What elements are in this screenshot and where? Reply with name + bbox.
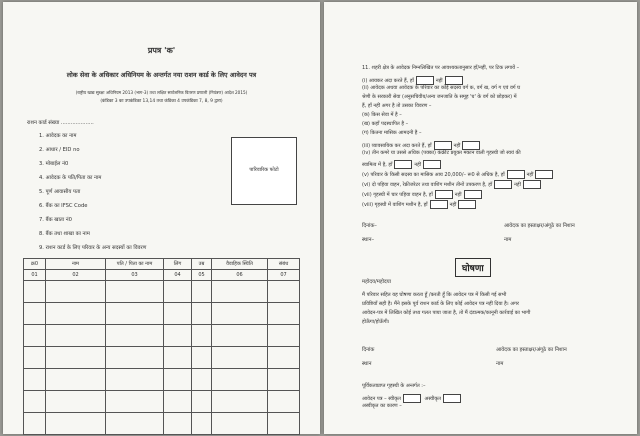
declaration-title: घोषणा bbox=[455, 258, 491, 277]
q11-washing-machine: (viii) गृहस्थी में वाशिंग मशीन है, हाँ नहीं bbox=[362, 200, 478, 209]
q11-pucca-house-1: (iv) तीन कमरे या उससे अधिक (पक्का) कंक्रीट प्रयुक्त मकान वाली गृहस्थी जो स्वयं की bbox=[362, 150, 521, 156]
q11-govt-service-1: (ii) आवेदक अथवा आवेदक के परिवार का कोई सदस्य वर्ग क, वर्ग ख, वर्ग ग एवं वर्ग घ bbox=[362, 85, 521, 91]
field-applicant-name: 1. आवेदक का नाम bbox=[39, 133, 77, 139]
table-row bbox=[24, 325, 300, 347]
signature-label-2: आवेदक का हस्ताक्षर/अंगूठे का निशान bbox=[496, 347, 567, 353]
q11-appliances: (vi) दो पहिया वाहन, रेफ्रीजरेटर तथा वाशिंग मशीन तीनों उपकरण है, हाँ नहीं bbox=[362, 180, 543, 189]
no-checkbox[interactable] bbox=[445, 76, 463, 85]
table-body bbox=[24, 281, 300, 435]
q11-monthly-income: (ग) कितना मासिक आमदनी है – bbox=[362, 130, 422, 136]
photo-label: पारिवारिक फोटो bbox=[249, 167, 279, 173]
q11-posting: (ख) कहाँ पदस्थापित है – bbox=[362, 121, 409, 127]
signature-label-1: आवेदक का हस्ताक्षर/अंगूठे का निशान bbox=[504, 223, 575, 229]
q11-govt-service-3: हैं, हाँ नहीं अगर है तो उसका विवरण – bbox=[362, 103, 432, 109]
no-checkbox[interactable] bbox=[535, 170, 553, 179]
table-row bbox=[24, 281, 300, 303]
col-header: संबंध bbox=[268, 259, 300, 270]
field-address: 5. पूर्ण आवासीय पता bbox=[39, 189, 81, 195]
place-label-2: स्थान bbox=[362, 361, 372, 367]
field-ifsc: 6. बैंक का IFSC Code bbox=[39, 203, 88, 209]
no-checkbox[interactable] bbox=[423, 160, 441, 169]
no-checkbox[interactable] bbox=[458, 200, 476, 209]
yes-checkbox[interactable] bbox=[494, 180, 512, 189]
col-header: नाम bbox=[46, 259, 106, 270]
col-code: 07 bbox=[268, 270, 300, 281]
no-checkbox[interactable] bbox=[462, 141, 480, 150]
col-header: पति / पिता का नाम bbox=[106, 259, 164, 270]
priority-household-label: पूर्विकताप्राप्त गृहस्थी के अन्तर्गत :– bbox=[362, 383, 426, 389]
col-header: वैवाहिक स्थिति bbox=[212, 259, 268, 270]
form-subtitle-1: (राष्ट्रीय खाद्य सुरक्षा अधिनियम 2013 (भाग-3) तथा लक्षित सार्वजनिक वितरण प्रणाली (नियंत्रण) आदेश 2015) bbox=[75, 90, 248, 95]
form-page-left bbox=[3, 2, 320, 434]
q11-service-type: (क) किस सेवा में है – bbox=[362, 112, 402, 118]
no-checkbox[interactable] bbox=[523, 180, 541, 189]
table-row bbox=[24, 303, 300, 325]
declaration-line-3: आवेदन-पत्र में लिखित कोई तथ्य गलत पाया जाता है, तो मैं दंडात्मक/कानूनी कार्रवाई का भागी bbox=[362, 310, 531, 316]
declaration-line-1: मैं परिवार सहित यह घोषणा करता हूँ /करती हूँ कि आवेदन पत्र में किसी गई सभी bbox=[362, 292, 507, 298]
form-page-right bbox=[324, 2, 637, 434]
table-row bbox=[24, 369, 300, 391]
form-heading: प्रपत्र 'क' bbox=[147, 46, 176, 55]
table-row bbox=[24, 413, 300, 435]
field-bank-branch: 8. बैंक तथा शाखा का नाम bbox=[39, 231, 90, 237]
q11-income-tax: (i) आयकर अदा करते हैं, हाँ नहीं bbox=[362, 76, 465, 85]
date-label-2: दिनांक bbox=[362, 347, 375, 353]
approved-checkbox[interactable] bbox=[403, 394, 421, 403]
col-code: 05 bbox=[192, 270, 212, 281]
field-mobile: 3. मोबाईल नं0 bbox=[39, 161, 69, 167]
family-members-table bbox=[23, 258, 300, 435]
table-row bbox=[24, 347, 300, 369]
place-label-1: स्थान– bbox=[362, 237, 375, 243]
field-family-members: 9. राशन कार्ड के लिए परिवार के अन्य सदस्यों का विवरण bbox=[39, 245, 147, 251]
col-code: 06 bbox=[212, 270, 268, 281]
form-subtitle-2: (कंडिका 3 का उपकंडिका 13,14 तथा कंडिका 4 उपकंडिका 7, 8, 9 द्वारा) bbox=[100, 99, 223, 104]
q11-pucca-house-2: स्वामित्व में है, हाँ नहीं bbox=[362, 160, 443, 169]
col-code: 04 bbox=[164, 270, 192, 281]
q11-govt-service-2: श्रेणी के सरकारी सेवा (अनुसचिवीय/अन्य जनजाति के समूह 'घ' के वर्ग को छोड़कर) में bbox=[362, 94, 517, 100]
yes-checkbox[interactable] bbox=[434, 141, 452, 150]
family-photo-box bbox=[231, 137, 297, 205]
application-status: आवेदन पत्र – स्वीकृत अस्वीकृत bbox=[362, 394, 463, 403]
col-code: 01 bbox=[24, 270, 46, 281]
field-bank-account: 7. बैंक खाता नं0 bbox=[39, 217, 72, 223]
yes-checkbox[interactable] bbox=[416, 76, 434, 85]
name-label-2: नाम bbox=[496, 361, 504, 367]
rejection-reason: अस्वीकृत का कारण – bbox=[362, 403, 402, 409]
declaration-line-2: प्रविष्टियाँ सही है। मैंने इसके पूर्व राशन कार्ड के लिए कोई आवेदन पत्र नहीं दिया है। अगर bbox=[362, 301, 519, 307]
no-checkbox[interactable] bbox=[464, 190, 482, 199]
table-row bbox=[24, 391, 300, 413]
q11-heading: 11. शहरी क्षेत्र के आवेदक निम्नलिखित पर आवश्यकतानुसार हाँ/नहीं, पर टिक लगायें – bbox=[362, 65, 520, 71]
field-aadhaar: 2. आधार / EID no bbox=[39, 147, 80, 153]
col-code: 03 bbox=[106, 270, 164, 281]
declaration-line-4: होऊँगा/होऊँगी। bbox=[362, 319, 390, 325]
col-header: लिंग bbox=[164, 259, 192, 270]
declaration-address: महोदय/महोदया bbox=[362, 279, 392, 285]
date-label-1: दिनांक– bbox=[362, 223, 377, 229]
col-header: उम्र bbox=[192, 259, 212, 270]
col-header: क्र0 bbox=[24, 259, 46, 270]
yes-checkbox[interactable] bbox=[430, 200, 448, 209]
q11-four-wheeler: (vii) गृहस्थी में चार पहिया वाहन है, हाँ नहीं bbox=[362, 190, 484, 199]
ration-card-number: राशन कार्ड संख्या .................... bbox=[27, 120, 94, 126]
rejected-checkbox[interactable] bbox=[443, 394, 461, 403]
col-code: 02 bbox=[46, 270, 106, 281]
table-code-row bbox=[24, 270, 300, 281]
form-title: लोक सेवा के अधिकार अधिनियम के अन्तर्गत नया राशन कार्ड के लिए आवेदन पत्र bbox=[66, 71, 257, 79]
name-label-1: नाम bbox=[504, 237, 512, 243]
q11-professional-tax: (iii) व्यावसायिक कर अदा करते हैं, हाँ नहीं bbox=[362, 141, 482, 150]
yes-checkbox[interactable] bbox=[507, 170, 525, 179]
table-header-row bbox=[24, 259, 300, 270]
q11-monthly-income-20000: (v) परिवार के किसी सदस्य का मासिक आय 20,000/– रू0 से अधिक है, हाँ नहीं bbox=[362, 170, 555, 179]
yes-checkbox[interactable] bbox=[394, 160, 412, 169]
yes-checkbox[interactable] bbox=[435, 190, 453, 199]
field-father-husband-name: 4. आवेदक के पति/पिता का नाम bbox=[39, 175, 102, 181]
